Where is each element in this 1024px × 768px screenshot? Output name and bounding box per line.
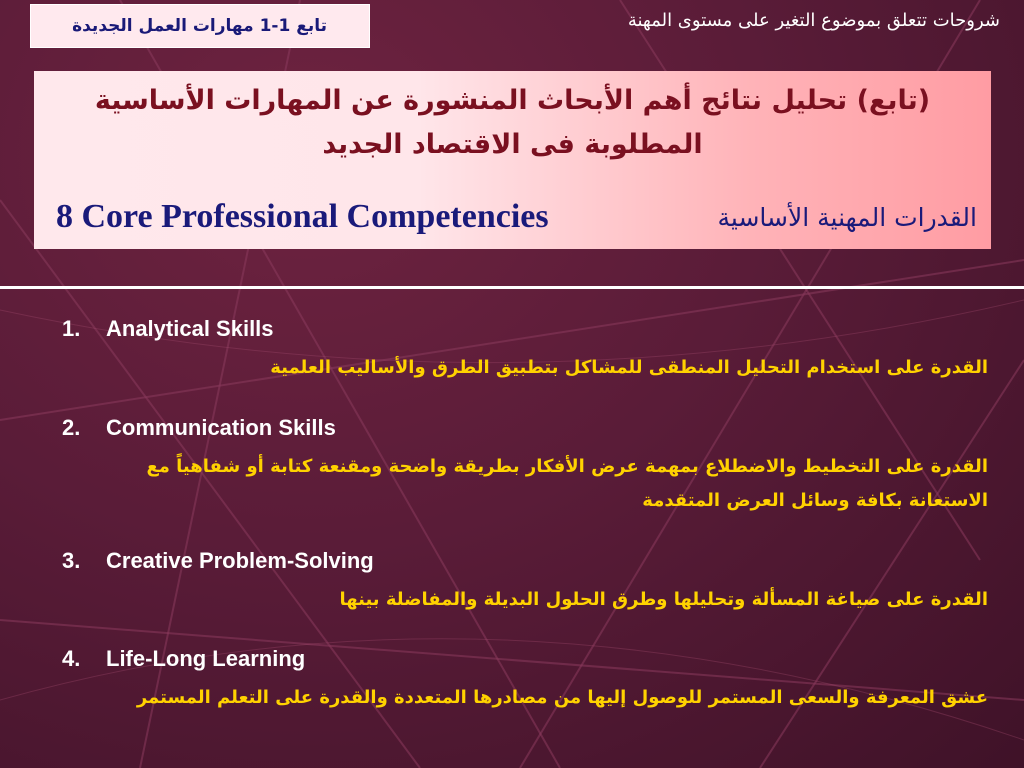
- item-title: Creative Problem-Solving: [106, 548, 374, 573]
- title-arabic: القدرات المهنية الأساسية: [717, 202, 977, 232]
- divider: [0, 286, 1024, 289]
- section-tab: تابع 1-1 مهارات العمل الجديدة: [30, 4, 370, 48]
- title-subtitle: [56, 193, 977, 241]
- item-title: Life-Long Learning: [106, 646, 306, 671]
- item-heading: [62, 415, 336, 441]
- title-box: [34, 71, 991, 249]
- item-number: 4.: [62, 646, 81, 671]
- item-description: القدرة على صياغة المسألة وتحليلها وطرق الحلول البديلة والمفاضلة بينها: [339, 589, 988, 610]
- item-number: 1.: [62, 316, 81, 341]
- item-title: Communication Skills: [106, 415, 336, 440]
- item-heading: [62, 316, 274, 342]
- title-line-2: المطلوبة فى الاقتصاد الجديد: [322, 129, 703, 160]
- item-title: Analytical Skills: [106, 316, 274, 341]
- header-caption: شروحات تتعلق بموضوع التغير على مستوى المهنة: [627, 10, 1000, 31]
- item-number: 3.: [62, 548, 81, 573]
- item-number: 2.: [62, 415, 81, 440]
- title-english: 8 Core Professional Competencies: [56, 198, 549, 235]
- title-line-1: (تابع) تحليل نتائج أهم الأبحاث المنشورة عن المهارات الأساسية: [94, 85, 931, 116]
- item-description: القدرة على التخطيط والاضطلاع بمهمة عرض الأفكار بطريقة واضحة ومقنعة كتابة أو شفاهياً مع الاستعانة بكافة وسائل العرض المتقدمة: [146, 456, 988, 511]
- item-heading: [62, 548, 374, 574]
- item-description: عشق المعرفة والسعى المستمر للوصول إليها من مصادرها المتعددة والقدرة على التعلم المستمر: [136, 687, 988, 708]
- item-heading: [62, 646, 305, 672]
- item-description: القدرة على استخدام التحليل المنطقى للمشاكل بتطبيق الطرق والأساليب العلمية: [270, 357, 988, 378]
